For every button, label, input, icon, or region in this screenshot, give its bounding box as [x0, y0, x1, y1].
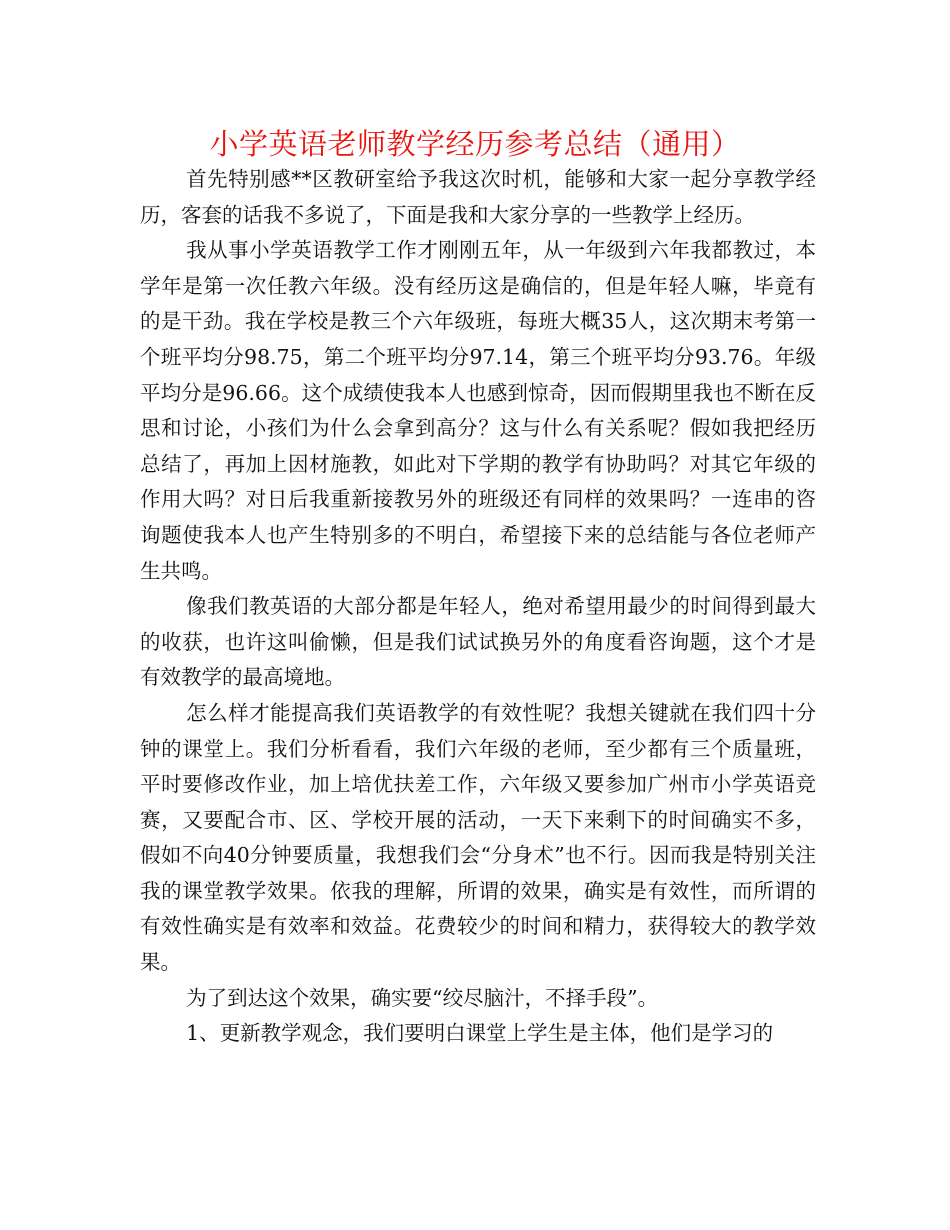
paragraph-experience: 我从事小学英语教学工作才刚刚五年，从一年级到六年我都教过，本学年是第一次任教六年级。没有经历这是确信的，但是年轻人嘛，毕竟有的是干劲。我在学校是教三个六年级班，每班大概35人，这次期末考第一个班平均分98.75，第二个班平均分97.14，第三个班平均分93.76。年级平均分是96.66。这个成绩使我本人也感到惊奇，因而假期里我也不断在反思和讨论，小孩们为什么会拿到高分？这与什么有关系呢？假如我把经历总结了，再加上因材施教，如此对下学期的教学有协助吗？对其它年级的作用大吗？对日后我重新接教另外的班级还有同样的效果吗？一连串的咨询题使我本人也产生特别多的不明白，希望接下来的总结能与各位老师产生共鸣。 — [140, 238, 816, 583]
paragraph-intro: 首先特别感**区教研室给予我这次时机，能够和大家一起分享教学经历，客套的话我不多说了，下面是我和大家分享的一些教学上经历。 — [140, 167, 816, 227]
document-body — [140, 162, 816, 1052]
paragraph-effectiveness: 怎么样才能提高我们英语教学的有效性呢？我想关键就在我们四十分钟的课堂上。我们分析看看，我们六年级的老师，至少都有三个质量班，平时要修改作业，加上培优扶差工作，六年级又要参加广州市小学英语竞赛，又要配合市、区、学校开展的活动，一天下来剩下的时间确实不多，假如不向40分钟要质量，我想我们会“分身术”也不行。因而我是特别关注我的课堂教学效果。依我的理解，所谓的效果，确实是有效性，而所谓的有效性确实是有效率和效益。花费较少的时间和精力，获得较大的教学效果。 — [140, 700, 816, 975]
document-title: 小学英语老师教学经历参考总结（通用） — [209, 127, 741, 161]
paragraph-point-1: 1、更新教学观念，我们要明白课堂上学生是主体，他们是学习的 — [186, 1021, 774, 1046]
paragraph-young-teachers: 像我们教英语的大部分都是年轻人，绝对希望用最少的时间得到最大的收获，也许这叫偷懒，但是我们试试换另外的角度看咨询题，这个才是有效教学的最高境地。 — [140, 594, 816, 690]
paragraph-goal: 为了到达这个效果，确实要“绞尽脑汁，不择手段”。 — [186, 985, 659, 1010]
